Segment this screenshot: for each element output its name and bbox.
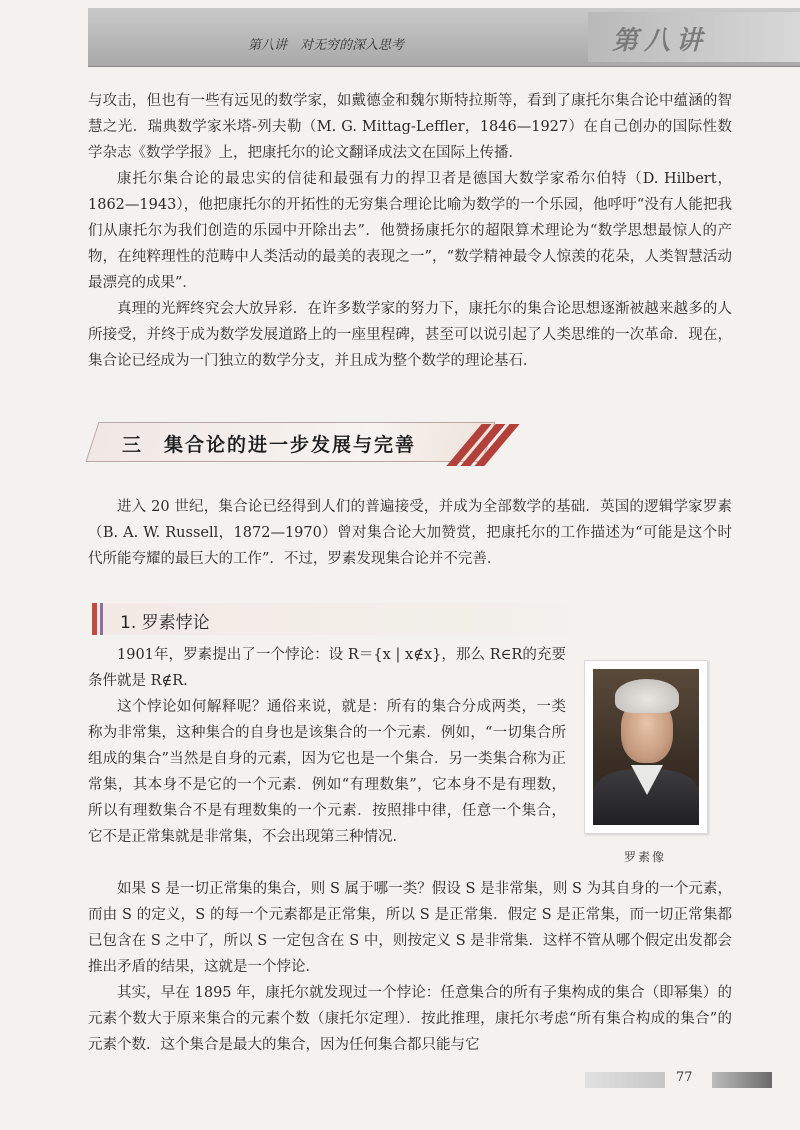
paragraph-4: 进入 20 世纪，集合论已经得到人们的普遍接受，并成为全部数学的基础．英国的逻辑学家罗素（B. A. W. Russell，1872—1970）曾对集合论大加赞赏，把康托尔的工作描述为“可能是这个时代所能夸耀的最巨大的工作”．不过，罗素发现集合论并不完善． (88, 499, 732, 567)
section-banner (92, 418, 512, 466)
paragraph-3: 真理的光辉终究会大放异彩．在许多数学家的努力下，康托尔的集合论思想逐渐被越来越多的人所接受，并终于成为数学发展道路上的一座里程碑，甚至可以说引起了人类思维的一次革命．现在，集合论已经成为一门独立的数学分支，并且成为整个数学的理论基石． (88, 301, 732, 369)
paragraph-6: 这个悖论如何解释呢？通俗来说，就是：所有的集合分成两类，一类称为非常集，这种集合的自身也是该集合的一个元素．例如，“一切集合所组成的集合”当然是自身的元素，因为它也是一个集合．另一类集合称为正常集，其本身不是它的一个元素．例如“有理数集”，它本身不是有理数，所以有理数集合不是有理数集的一个元素．按照排中律，任意一个集合，它不是正常集就是非常集，不会出现第三种情况． (88, 699, 566, 845)
paragraph-2: 康托尔集合论的最忠实的信徒和最强有力的捍卫者是德国大数学家希尔伯特（D. Hilbert，1862—1943），他把康托尔的开拓性的无穷集合理论比喻为数学的一个乐园，他呼吁“没有人能把我们从康托尔为我们创造的乐园中开除出去”．他赞扬康托尔的超限算术理论为“数学思想最惊人的产物，在纯粹理性的范畴中人类活动的最美的表现之一”，“数学精神最令人惊羡的花朵，人类智慧活动最漂亮的成果”． (88, 171, 732, 291)
page-number: 77 (676, 1070, 693, 1085)
section-title: 三 集合论的进一步发展与完善 (122, 434, 417, 456)
paragraph-5: 1901年，罗素提出了一个悖论：设 R＝{x | x∉x}，那么 R∈R的充要条件就是 R∉R. (88, 647, 566, 689)
subsection-bar (100, 603, 103, 635)
portrait-frame (584, 660, 708, 834)
portrait-hair (615, 679, 679, 713)
figure-caption: 罗素像 (624, 850, 667, 864)
subsection-title: 1. 罗素悖论 (120, 613, 210, 633)
subsection-bar (92, 603, 97, 635)
paragraph-7: 如果 S 是一切正常集的集合，则 S 属于哪一类？假设 S 是非常集，则 S 为其自身的一个元素，而由 S 的定义，S 的每一个元素都是正常集，所以 S 是正常集．假定 S 是正常集，而一切正常集都已包含在 S 之中了，所以 S 一定包含在 S 中，则按定义 S 是非常集．这样不管从哪个假定出发都会推出矛盾的结果，这就是一个悖论． (88, 881, 732, 975)
footer-strip (712, 1072, 772, 1088)
russell-portrait (593, 669, 699, 825)
lecture-mark: 第八讲 (612, 26, 709, 56)
paragraph-1: 与攻击，但也有一些有远见的数学家，如戴德金和魏尔斯特拉斯等，看到了康托尔集合论中蕴涵的智慧之光．瑞典数学家米塔-列夫勒（M. G. Mittag-Leffler，1846—1927）在自己创办的国际性数学杂志《数学学报》上，把康托尔的论文翻译成法文在国际上传播． (88, 93, 732, 161)
footer-strip (585, 1072, 665, 1088)
paragraph-8: 其实，早在 1895 年，康托尔就发现过一个悖论：任意集合的所有子集构成的集合（即幂集）的元素个数大于原来集合的元素个数（康托尔定理）．按此推理，康托尔考虑“所有集合构成的集合”的元素个数．这个集合是最大的集合，因为任何集合都只能与它 (88, 985, 732, 1053)
subsection-banner (92, 603, 612, 635)
header-title: 第八讲 对无穷的深入思考 (248, 38, 405, 53)
